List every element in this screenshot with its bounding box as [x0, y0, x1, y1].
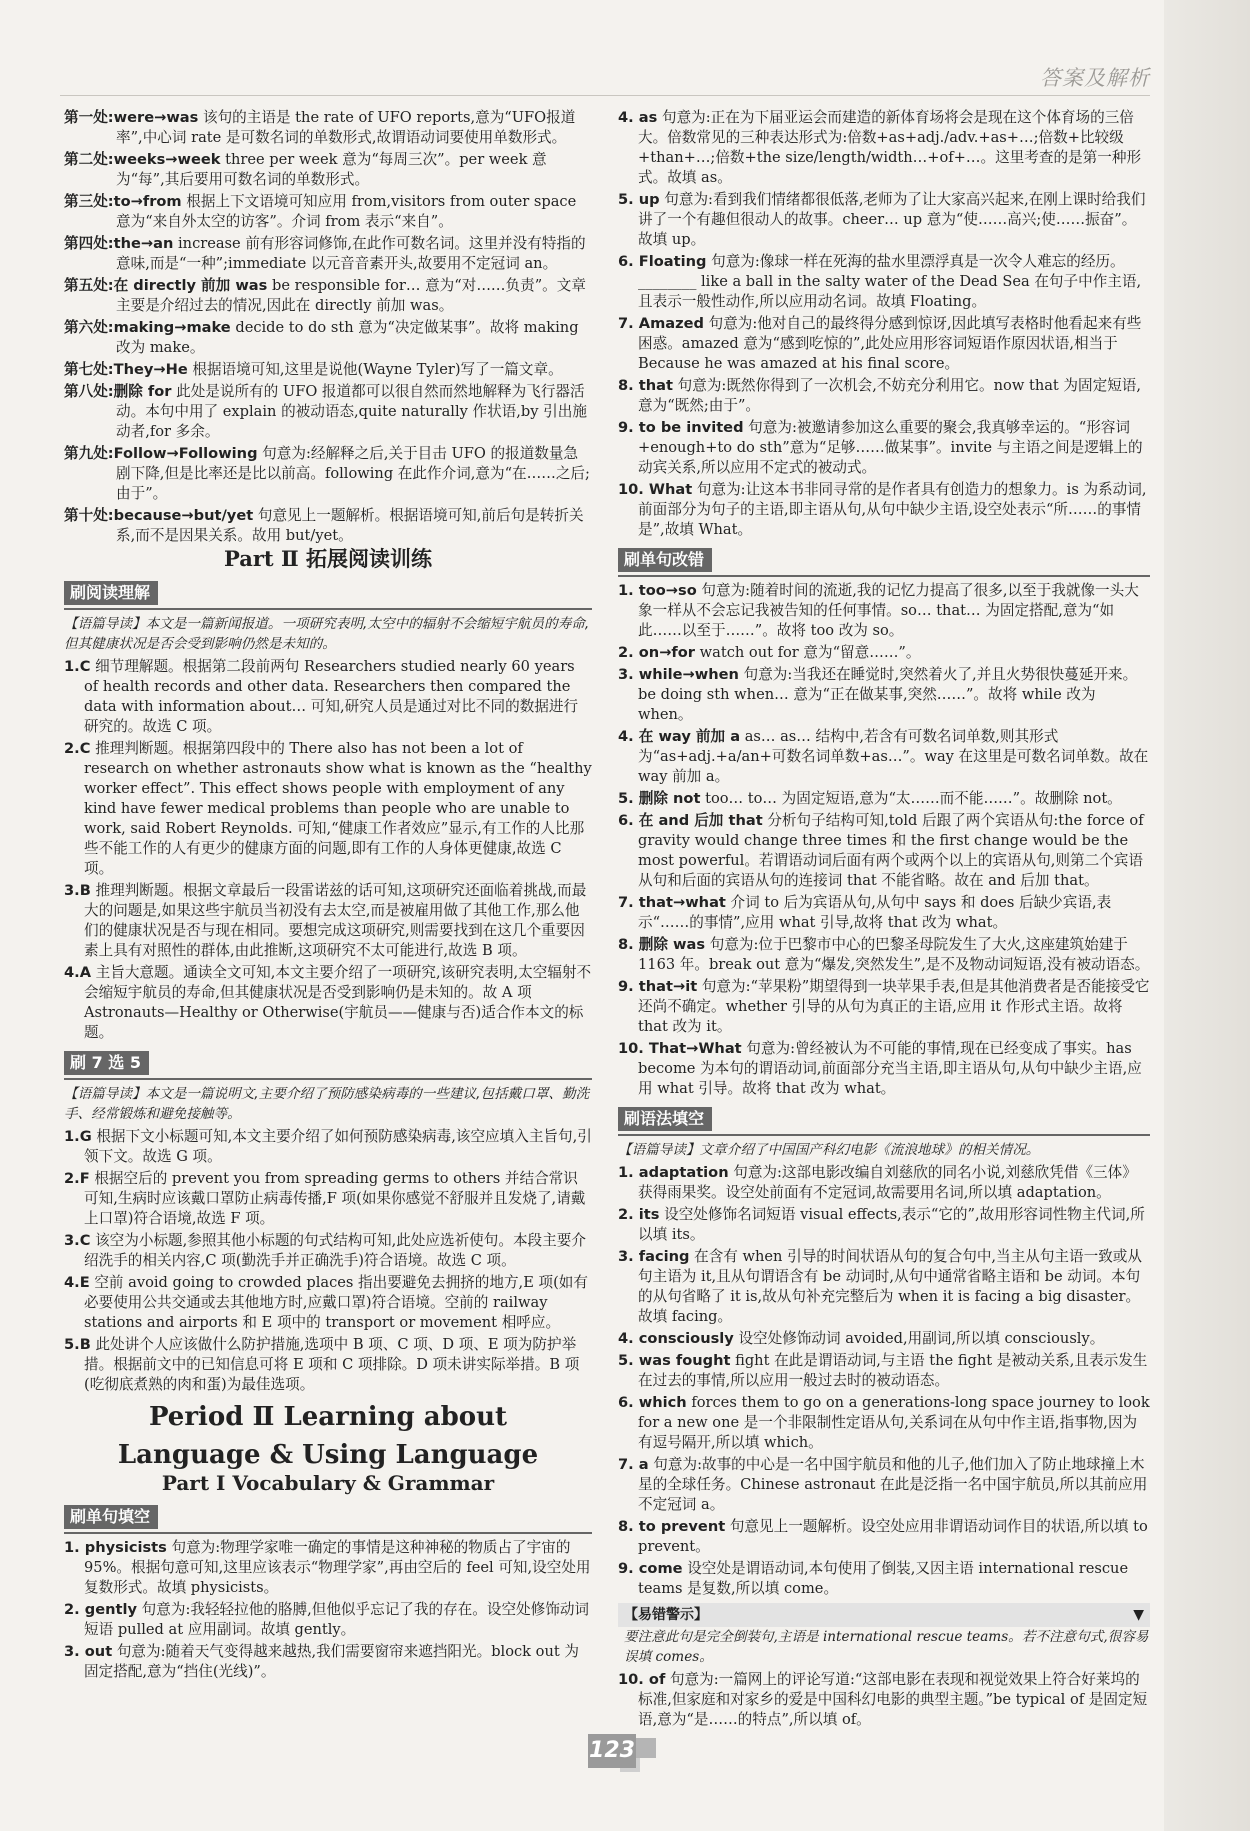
answer-item — [618, 1393, 1150, 1453]
answer-label: 3.B — [64, 882, 91, 899]
answer-item — [64, 1273, 592, 1333]
warning-arrow-icon: ▼ — [1133, 1607, 1144, 1623]
answer-text: decide to do sth 意为“决定做某事”。故将 making 改为 make。 — [116, 319, 579, 356]
answer-text: 句意为:当我还在睡觉时,突然着火了,并且火势很快蔓延开来。be doing sth when… 意为“正在做某事,突然……”。故将 while 改为 when。 — [638, 666, 1138, 723]
answer-label: 10. That→What — [618, 1040, 742, 1057]
answer-label: 第一处:were→was — [64, 109, 199, 126]
answer-label: 8. 删除 was — [618, 936, 706, 953]
answer-item — [618, 418, 1150, 478]
answer-item — [64, 318, 592, 358]
answer-text: 句意为:被邀请参加这么重要的聚会,我真够幸运的。“形容词+enough+to do sth”意为“足够……做某事”。invite 与主语之间是逻辑上的动宾关系,所以应用不定式的被动式。 — [638, 419, 1143, 476]
corner-decoration — [636, 1738, 656, 1758]
answer-text: 句意为:物理学家唯一确定的事情是这种神秘的物质占了宇宙的 95%。根据句意可知,这里应该表示“物理学家”,再由空后的 feel 可知,设空处用复数形式。故填 physicists。 — [84, 1539, 591, 1596]
page-header: 答案及解析 — [1040, 66, 1150, 90]
answer-item — [618, 643, 1150, 663]
answer-text: 根据上下文语境可知应用 from,visitors from outer space 意为“来自外太空的访客”。介词 from 表示“来自”。 — [116, 193, 577, 230]
answer-label: 6. 在 and 后加 that — [618, 812, 763, 829]
section-grammar — [618, 1101, 1150, 1136]
answer-item — [64, 382, 592, 442]
answer-item — [64, 963, 592, 1043]
answer-text: 设空处是谓语动词,本句使用了倒装,又因主语 international rescue teams 是复数,所以填 come。 — [638, 1560, 1129, 1597]
reading-answers — [64, 657, 592, 1043]
answer-text: 句意为:既然你得到了一次机会,不妨充分利用它。now that 为固定短语,意为“既然;由于”。 — [638, 377, 1142, 414]
answer-label: 2. on→for — [618, 644, 695, 661]
answer-item — [618, 665, 1150, 725]
warning-text: 要注意此句是完全倒装句,主语是 international rescue teams。若不注意句式,很容易误填 comes。 — [624, 1629, 1149, 1665]
answer-text: 句意为:像球一样在死海的盐水里漂浮真是一次令人难忘的经历。________ like a ball in the salty water of the Dead Sea 在句子中作主语,且表示一般性动作,所以应用动名词。故填 Floating。 — [638, 253, 1142, 310]
answer-label: 1.C — [64, 658, 91, 675]
answer-item — [64, 192, 592, 232]
answer-text: 句意为:看到我们情绪都很低落,老师为了让大家高兴起来,在刚上课时给我们讲了一个有趣但很动人的故事。cheer… up 意为“使……高兴;使……振奋”。故填 up。 — [638, 191, 1146, 248]
answer-item — [618, 252, 1150, 312]
answer-text: 句意为:他对自己的最终得分感到惊讶,因此填写表格时他看起来有些困惑。amazed 意为“感到吃惊的”,此处应用形容词短语作原因状语,相当于 Because he was amazed at his final score。 — [638, 315, 1142, 372]
answer-item — [64, 150, 592, 190]
answer-label: 5. was fought — [618, 1352, 731, 1369]
answer-label: 第五处:在 directly 前加 was — [64, 277, 268, 294]
answer-label: 6. Floating — [618, 253, 707, 270]
answer-label: 1.G — [64, 1128, 92, 1145]
section-fill — [64, 1499, 592, 1534]
answer-item — [64, 360, 592, 380]
answer-text: 设空处修饰动词 avoided,用副词,所以填 consciously。 — [738, 1330, 1105, 1347]
answer-label: 第八处:删除 for — [64, 383, 172, 400]
fill-answers-continued — [618, 108, 1150, 540]
answer-text: increase 前有形容词修饰,在此作可数名词。这里并没有特指的意味,而是“一种”;immediate 以元音音素开头,故要用不定冠词 an。 — [116, 235, 586, 272]
answer-text: 推理判断题。根据文章最后一段雷诺兹的话可知,这项研究还面临着挑战,而最大的问题是,如果这些宇航员当初没有去太空,而是被雇用做了其他工作,那么他们的健康状况是否与现在相同。要想完成这项研究,则需要找到在这几个重要因素上具有对照性的群体,由此推断,这项研究不太可能进行,故选 B 项。 — [84, 882, 587, 959]
answer-label: 2.F — [64, 1170, 90, 1187]
section-label: 刷语法填空 — [618, 1107, 712, 1131]
page-edge — [1164, 0, 1250, 1831]
answer-label: 4. 在 way 前加 a — [618, 728, 741, 745]
period-title-line1: Period Ⅱ Learning about — [148, 1402, 508, 1432]
period-subtitle: Part Ⅰ Vocabulary & Grammar — [161, 1471, 495, 1495]
answer-item — [64, 276, 592, 316]
answer-item — [64, 1538, 592, 1598]
answer-text: 该空为小标题,参照其他小标题的句式结构可知,此处应选祈使句。本段主要介绍洗手的相关内容,C 项(勤洗手并正确洗手)符合语境。故选 C 项。 — [84, 1232, 586, 1269]
answer-text: 句意为:故事的中心是一名中国宇航员和他的儿子,他们加入了防止地球撞上木星的全球任务。Chinese astronaut 在此是泛指一名中国宇航员,所以其前应用不定冠词 a。 — [638, 1456, 1148, 1513]
answer-text: 句意为:这部电影改编自刘慈欣的同名小说,刘慈欣凭借《三体》获得雨果奖。设空处前面有不定冠词,故需要用名词,所以填 adaptation。 — [638, 1164, 1137, 1201]
answer-item — [64, 1335, 592, 1395]
answer-item — [64, 1169, 592, 1229]
correct-answers — [618, 581, 1150, 1099]
answer-label: 第六处:making→make — [64, 319, 231, 336]
answer-item — [618, 1163, 1150, 1203]
answer-item — [64, 1127, 592, 1167]
answer-text: forces them to go on a generations-long space journey to look for a new one 是一个非限制性定语从句,关系词在从句中作主语,指事物,因为有逗号隔开,所以填 which。 — [638, 1394, 1150, 1451]
answer-label: 5.B — [64, 1336, 91, 1353]
answer-label: 4.E — [64, 1274, 90, 1291]
section-reading — [64, 575, 592, 610]
answer-item — [64, 234, 592, 274]
answer-label: 第十处:because→but/yet — [64, 507, 254, 524]
answer-label: 9. to be invited — [618, 419, 744, 436]
answer-item — [618, 581, 1150, 641]
answer-text: 句意见上一题解析。设空处应用非谓语动词作目的状语,所以填 to prevent。 — [638, 1518, 1148, 1555]
answer-text: 句意见上一题解析。根据语境可知,前后句是转折关系,而不是因果关系。故用 but/yet。 — [116, 507, 584, 544]
answer-item — [618, 935, 1150, 975]
answer-label: 4. consciously — [618, 1330, 734, 1347]
answer-text: 设空处修饰名词短语 visual effects,表示“它的”,故用形容词性物主代词,所以填 its。 — [638, 1206, 1145, 1243]
corrections-list — [64, 108, 592, 546]
left-column — [64, 108, 592, 1684]
answer-item — [618, 893, 1150, 933]
answer-label: 3. while→when — [618, 666, 739, 683]
answer-label: 8. that — [618, 377, 673, 394]
answer-text: 句意为:经解释之后,关于目击 UFO 的报道数量急剧下降,但是比率还是比以前高。following 在此作介词,意为“在……之后;由于”。 — [116, 445, 590, 502]
answer-label: 10. What — [618, 481, 693, 498]
answer-text: three per week 意为“每周三次”。per week 意为“每”,其后要用可数名词的单数形式。 — [116, 151, 547, 188]
answer-text: 介词 to 后为宾语从句,从句中 says 和 does 后缺少宾语,表示“……的事情”,应用 what 引导,故将 that 改为 what。 — [638, 894, 1112, 931]
answer-label: 2. gently — [64, 1601, 138, 1618]
part2-title: Part Ⅱ 拓展阅读训练 — [224, 546, 432, 571]
answer-text: 句意为:位于巴黎市中心的巴黎圣母院发生了大火,这座建筑始建于 1163 年。break out 意为“爆发,突然发生”,是不及物动词短语,没有被动语态。 — [638, 936, 1150, 973]
answer-text: 句意为:随着天气变得越来越热,我们需要窗帘来遮挡阳光。block out 为固定搭配,意为“挡住(光线)”。 — [84, 1643, 579, 1680]
section-7in5 — [64, 1045, 592, 1080]
answer-item — [618, 1205, 1150, 1245]
answer-text: 句意为:曾经被认为不可能的事情,现在已经变成了事实。has become 为本句的谓语动词,前面部分充当主语,即主语从句,从句中缺少主语,应用 what 引导。故将 that 改为 what。 — [638, 1040, 1142, 1097]
section-label: 刷单句填空 — [64, 1505, 158, 1529]
fill-answers — [64, 1538, 592, 1682]
answer-text: 主旨大意题。通读全文可知,本文主要介绍了一项研究,该研究表明,太空辐射不会缩短宇航员的寿命,但其健康状况是否受到影响仍是未知的。故 A 项 Astronauts—Healthy or Otherwise(宇航员——健康与否)适合作本文的标题。 — [84, 964, 592, 1041]
answer-text: 句意为:随着时间的流逝,我的记忆力提高了很多,以至于我就像一头大象一样从不会忘记我被告知的任何事情。so… that… 为固定搭配,意为“如此……以至于……”。故将 too 改为 so。 — [638, 582, 1139, 639]
answer-label: 9. that→it — [618, 978, 698, 995]
answer-label: 7. a — [618, 1456, 649, 1473]
warning-label: 【易错警示】 — [624, 1607, 708, 1623]
answer-item — [618, 1670, 1150, 1730]
section-correct — [618, 542, 1150, 577]
answer-label: 10. of — [618, 1671, 666, 1688]
answer-text: 句意为:正在为下届亚运会而建造的新体育场将会是现在这个体育场的三倍大。倍数常见的三种表达形式为:倍数+as+adj./adv.+as+…;倍数+比较级+than+…;倍数+the size/length/width…+of+…。这里考查的是第一种形式。故填 as。 — [638, 109, 1142, 186]
grammar-guide: 【语篇导读】文章介绍了中国国产科幻电影《流浪地球》的相关情况。 — [618, 1142, 1040, 1158]
answer-text: 此处是说所有的 UFO 报道都可以很自然而然地解释为飞行器活动。本句中用了 explain 的被动语态,quite naturally 作状语,by 引出施动者,for 多余。 — [116, 383, 587, 440]
period-title-line2: Language & Using Language — [117, 1440, 539, 1470]
answer-label: 1. adaptation — [618, 1164, 729, 1181]
section-label: 刷 7 选 5 — [64, 1051, 149, 1075]
answer-label: 4.A — [64, 964, 91, 981]
answer-label: 3.C — [64, 1232, 91, 1249]
answer-item — [64, 1600, 592, 1640]
answer-item — [618, 1455, 1150, 1515]
answer-item — [618, 190, 1150, 250]
answer-text: 该句的主语是 the rate of UFO reports,意为“UFO报道率”,中心词 rate 是可数名词的单数形式,故谓语动词要使用单数形式。 — [116, 109, 576, 146]
7in5-answers — [64, 1127, 592, 1395]
grammar-answers — [618, 1163, 1150, 1599]
answer-item — [64, 444, 592, 504]
answer-item — [64, 1231, 592, 1271]
answer-text: 空前 avoid going to crowded places 指出要避免去拥挤的地方,E 项(如有必要使用公共交通或去其他地方时,应戴口罩)符合语境。空前的 railway stations and airports 和 E 项中的 transport or movement 相呼应。 — [84, 1274, 588, 1331]
answer-label: 7. Amazed — [618, 315, 704, 332]
answer-item — [618, 376, 1150, 416]
section-label: 刷单句改错 — [618, 548, 712, 572]
answer-label: 第二处:weeks→week — [64, 151, 221, 168]
7in5-guide: 【语篇导读】本文是一篇说明文,主要介绍了预防感染病毒的一些建议,包括戴口罩、勤洗手、经常锻炼和避免接触等。 — [64, 1086, 590, 1122]
answer-label: 3. out — [64, 1643, 113, 1660]
answer-text: 根据下文小标题可知,本文主要介绍了如何预防感染病毒,该空应填入主旨句,引领下文。故选 G 项。 — [84, 1128, 592, 1165]
answer-item — [64, 1642, 592, 1682]
answer-label: 第七处:They→He — [64, 361, 188, 378]
answer-label: 5. 删除 not — [618, 790, 701, 807]
answer-label: 4. as — [618, 109, 658, 126]
answer-label: 7. that→what — [618, 894, 726, 911]
answer-item — [64, 108, 592, 148]
answer-item — [618, 1247, 1150, 1327]
answer-label: 9. come — [618, 1560, 683, 1577]
answer-text: as… as… 结构中,若含有可数名词单数,则其形式为“as+adj.+a/an+可数名词单数+as…”。way 在这里是可数名词单数。故在 way 前加 a。 — [638, 728, 1149, 785]
answer-text: watch out for 意为“留意……”。 — [699, 644, 921, 661]
answer-text: 根据空后的 prevent you from spreading germs to others 并结合常识可知,生病时应该戴口罩防止病毒传播,F 项(如果你感觉不舒服并且发烧了,请戴上口罩)符合语境,故选 F 项。 — [84, 1170, 586, 1227]
answer-label: 5. up — [618, 191, 660, 208]
answer-text: be responsible for… 意为“对……负责”。文章主要是介绍过去的情况,因此在 directly 前加 was。 — [116, 277, 586, 314]
answer-label: 第四处:the→an — [64, 235, 174, 252]
answer-item — [618, 811, 1150, 891]
answer-item — [618, 1329, 1150, 1349]
warning-box — [618, 1603, 1150, 1627]
answer-label: 1. physicists — [64, 1539, 167, 1556]
answer-text: 细节理解题。根据第二段前两句 Researchers studied nearly 60 years of health records and other data. Researchers then compared the data with information about… 可知,研究人员是通过对比不同的数据进行研究的。故选 C 项。 — [84, 658, 579, 735]
answer-label: 2.C — [64, 740, 91, 757]
answer-text: 此处讲个人应该做什么防护措施,选项中 B 项、C 项、D 项、E 项为防护举措。根据前文中的已知信息可将 E 项和 C 项排除。D 项未讲实际举措。B 项(吃彻底煮熟的肉和蛋)为最佳选项。 — [84, 1336, 580, 1393]
answer-item — [64, 506, 592, 546]
answer-text: 句意为:我轻轻拉他的胳膊,但他似乎忘记了我的存在。设空处修饰动词短语 pulled at 应用副词。故填 gently。 — [84, 1601, 590, 1638]
answer-item — [618, 480, 1150, 540]
answer-item — [618, 1039, 1150, 1099]
answer-text: 根据语境可知,这里是说他(Wayne Tyler)写了一篇文章。 — [192, 361, 563, 378]
answer-text: fight 在此是谓语动词,与主语 the fight 是被动关系,且表示发生在过去的事情,所以应用一般过去时的被动语态。 — [638, 1352, 1148, 1389]
answer-text: 句意为:“苹果粉”期望得到一块苹果手表,但是其他消费者是否能接受它还尚不确定。whether 引导的从句为真正的主语,应用 it 作形式主语。故将 that 改为 it。 — [638, 978, 1150, 1035]
answer-item — [64, 657, 592, 737]
section-label: 刷阅读理解 — [64, 581, 158, 605]
answer-label: 6. which — [618, 1394, 687, 1411]
answer-text: too… to… 为固定短语,意为“太……而不能……”。故删除 not。 — [705, 790, 1122, 807]
answer-item — [618, 314, 1150, 374]
answer-item — [618, 108, 1150, 188]
answer-text: 在含有 when 引导的时间状语从句的复合句中,当主从句主语一致或从句主语为 it,且从句谓语含有 be 动词时,从句中通常省略主语和 be 动词。本句的从句省略了 it is,故从句补充完整后为 when it is facing a big disaster。故填 facing。 — [638, 1248, 1142, 1325]
answer-text: 分析句子结构可知,told 后跟了两个宾语从句:the force of gravity would change three times 和 the first change would be the most powerful。若谓语动词后面有两个或两个以上的宾语从句,则第二个宾语从句和后面的宾语从句的连接词 that 不能省略。故在 and 后加 that。 — [638, 812, 1144, 889]
right-column — [618, 108, 1150, 1732]
answer-label: 3. facing — [618, 1248, 690, 1265]
reading-guide: 【语篇导读】本文是一篇新闻报道。一项研究表明,太空中的辐射不会缩短宇航员的寿命,但其健康状况是否会受到影响仍然是未知的。 — [64, 616, 590, 652]
answer-item — [64, 881, 592, 961]
answer-item — [618, 1559, 1150, 1599]
page-number: 123 — [588, 1734, 636, 1768]
answer-item — [618, 789, 1150, 809]
answer-item — [64, 739, 592, 879]
answer-text: 句意为:一篇网上的评论写道:“这部电影在表现和视觉效果上符合好莱坞的标准,但家庭和对家乡的爱是中国科幻电影的典型主题。”be typical of 是固定短语,意为“是……的特点”,所以填 of。 — [638, 1671, 1148, 1728]
answer-label: 1. too→so — [618, 582, 697, 599]
answer-text: 句意为:让这本书非同寻常的是作者具有创造力的想象力。is 为系动词,前面部分为句子的主语,即主语从句,从句中缺少主语,设空处表示“所……的事情是”,故填 What。 — [638, 481, 1147, 538]
answer-label: 2. its — [618, 1206, 660, 1223]
answer-text: 推理判断题。根据第四段中的 There also has not been a lot of research on whether astronauts show what is known as the “healthy worker effect”. This effect shows people with employment of any kind have fewer medical problems than people who are unable to work, said Robert Reynolds. 可知,“健康工作者效应”显示,有工作的人比那些不能工作的人有更少的健康方面的问题,即有工作的人身体更健康,故选 C 项。 — [84, 740, 592, 877]
answer-item — [618, 727, 1150, 787]
answer-item — [618, 977, 1150, 1037]
header-divider — [60, 95, 1150, 96]
answer-label: 第九处:Follow→Following — [64, 445, 258, 462]
answer-label: 第三处:to→from — [64, 193, 182, 210]
answer-label: 8. to prevent — [618, 1518, 726, 1535]
answer-item — [618, 1517, 1150, 1557]
answer-item — [618, 1351, 1150, 1391]
